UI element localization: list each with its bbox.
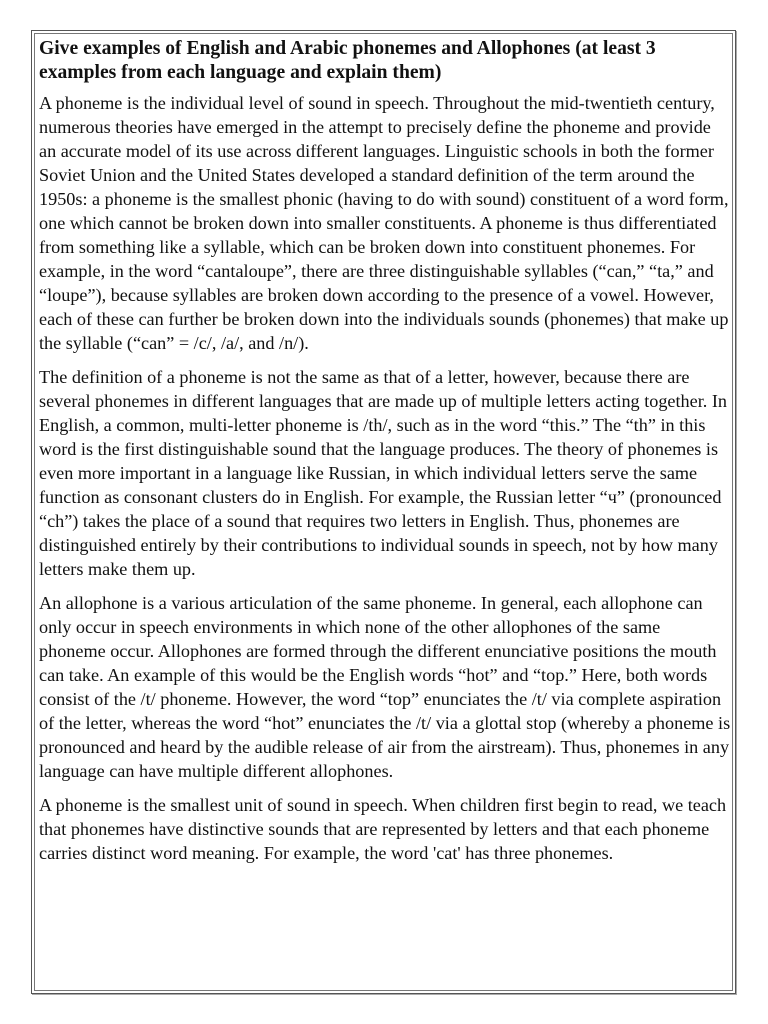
paragraph-phoneme-vs-letter: The definition of a phoneme is not the same as that of a letter, however, because there are several phonemes in different languages that are made up of multiple letters acting together. In English, a common, multi-letter phoneme is /th/, such as in the word “this.” The “th” in this word is the first distinguishable sound that the language produces. The theory of phonemes is even more important in a language like Russian, in which individual letters serve the same function as consonant clusters do in English. For example, the Russian letter “ч” (pronounced “ch”) takes the place of a sound that requires two letters in English. Thus, phonemes are distinguished entirely by their contributions to individual sounds in speech, not by how many letters make them up. (39, 367, 728, 579)
page-border (34, 33, 733, 991)
question-heading: Give examples of English and Arabic phonemes and Allophones (at least 3 examples from each language and explain them) (39, 38, 656, 83)
document-page (31, 30, 736, 994)
paragraph-allophone: An allophone is a various articulation of the same phoneme. In general, each allophone can only occur in speech environments in which none of the other allophones of the same phoneme occur. Allophones are formed through the different enunciative positions the mouth can take. An example of this would be the English words “hot” and “top.” Here, both words consist of the /t/ phoneme. However, the word “top” enunciates the /t/ via complete aspiration of the letter, whereas the word “hot” enunciates the /t/ via a glottal stop (whereby a phoneme is pronounced and heard by the audible release of air from the airstream). Thus, phonemes in any language can have multiple different allophones. (39, 593, 731, 781)
paragraph-phoneme-reading: A phoneme is the smallest unit of sound in speech. When children first begin to read, we teach that phonemes have distinctive sounds that are represented by letters and that each phoneme carries distinct word meaning. For example, the word 'cat' has three phonemes. (39, 795, 727, 863)
document-body (39, 37, 731, 875)
paragraph-phoneme-definition: A phoneme is the individual level of sound in speech. Throughout the mid-twentieth century, numerous theories have emerged in the attempt to precisely define the phoneme and provide an accurate model of its use across different languages. Linguistic schools in both the former Soviet Union and the United States developed a standard definition of the term around the 1950s: a phoneme is the smallest phonic (having to do with sound) constituent of a word form, one which cannot be broken down into smaller constituents. A phoneme is thus differentiated from something like a syllable, which can be broken down into constituent phonemes. For example, in the word “cantaloupe”, there are three distinguishable syllables (“can,” “ta,” and “loupe”), because syllables are broken down according to the presence of a vowel. However, each of these can further be broken down into the individuals sounds (phonemes) that make up the syllable (“can” = /c/, /a/, and /n/). (39, 93, 729, 353)
